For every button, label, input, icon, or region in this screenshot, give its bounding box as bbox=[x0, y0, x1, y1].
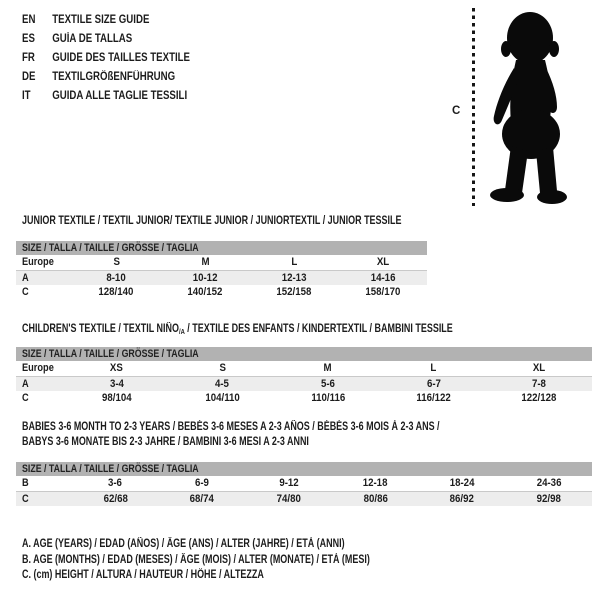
language-code: FR bbox=[22, 52, 35, 64]
row-label: B bbox=[22, 477, 29, 489]
age-cell: 12-18 bbox=[362, 477, 388, 489]
age-cell: 10-12 bbox=[192, 271, 218, 284]
row-label: C bbox=[22, 492, 29, 505]
babies-size-table bbox=[16, 462, 592, 506]
age-cell: 18-24 bbox=[449, 477, 475, 489]
language-row-de bbox=[22, 68, 222, 87]
row-label: A bbox=[22, 271, 29, 284]
row-label: C bbox=[22, 286, 29, 298]
babies-title-line2: BABYS 3-6 MONATE BIS 2-3 JAHRE / BAMBINI 3-6 MESI A 2-3 ANNI bbox=[22, 436, 309, 448]
size-cell: L bbox=[430, 362, 437, 374]
age-cell: 3-4 bbox=[109, 377, 124, 390]
gender-subscript: /A bbox=[178, 327, 185, 336]
height-cell: 104/110 bbox=[205, 392, 240, 404]
language-row-es bbox=[22, 30, 222, 49]
babies-title-line1: BABIES 3-6 MONTH TO 2-3 YEARS / BEBÉS 3-6 MESES A 2-3 AÑOS / BÉBÉS 3-6 MOIS À 2-3 ANS / bbox=[22, 421, 440, 433]
footnote-age-years: A. AGE (YEARS) / EDAD (AÑOS) / ÂGE (ANS) / ALTER (JAHRE) / ETÀ (ANNI) bbox=[22, 538, 345, 550]
height-cell: 116/122 bbox=[416, 392, 451, 404]
size-header-bar: SIZE / TALLA / TAILLE / GRÖSSE / TAGLIA bbox=[16, 347, 592, 361]
language-code: DE bbox=[22, 71, 36, 83]
row-label: Europe bbox=[22, 256, 54, 268]
size-header-bar: SIZE / TALLA / TAILLE / GRÖSSE / TAGLIA bbox=[16, 462, 592, 476]
children-size-table bbox=[16, 347, 592, 406]
age-cell: 7-8 bbox=[532, 377, 547, 390]
size-header-bar: SIZE / TALLA / TAILLE / GRÖSSE / TAGLIA bbox=[16, 241, 427, 255]
table-row-age bbox=[16, 376, 592, 391]
height-cell: 68/74 bbox=[189, 492, 215, 505]
age-cell: 12-13 bbox=[281, 271, 307, 284]
language-title: TEXTILGRÖßENFÜHRUNG bbox=[52, 71, 176, 83]
size-cell: XL bbox=[376, 256, 389, 268]
height-cell: 92/98 bbox=[536, 492, 561, 505]
children-section-title: CHILDREN'S TEXTILE / TEXTIL $NIÑO_{/A}$ / TEXTILE DES ENFANTS / KINDERTEXTIL / BAMBINI TESSILE bbox=[22, 323, 453, 336]
height-cell: 110/116 bbox=[311, 392, 345, 404]
size-cell: M bbox=[323, 362, 333, 374]
size-cell: XL bbox=[532, 362, 546, 374]
size-cell: L bbox=[290, 256, 297, 268]
language-header bbox=[22, 11, 222, 106]
age-cell: 3-6 bbox=[108, 477, 123, 489]
age-cell: 4-5 bbox=[215, 377, 230, 390]
table-row-height bbox=[16, 391, 592, 406]
table-row-age bbox=[16, 270, 427, 285]
age-cell: 24-36 bbox=[536, 477, 562, 489]
table-row-europe bbox=[16, 361, 592, 376]
language-title: GUIDE DES TAILLES TEXTILE bbox=[52, 52, 191, 64]
language-code: EN bbox=[22, 14, 36, 26]
junior-section-title: JUNIOR TEXTILE / TEXTIL JUNIOR/ TEXTILE JUNIOR / JUNIORTEXTIL / JUNIOR TESSILE bbox=[22, 215, 402, 227]
age-cell: 6-7 bbox=[426, 377, 441, 390]
height-cell: 86/92 bbox=[449, 492, 475, 505]
age-cell: 5-6 bbox=[320, 377, 335, 390]
height-cell: 140/152 bbox=[187, 286, 223, 298]
size-cell: M bbox=[201, 256, 210, 268]
height-cell: 152/158 bbox=[276, 286, 312, 298]
size-cell: S bbox=[219, 362, 226, 374]
height-dashed-line-icon bbox=[472, 8, 475, 206]
height-cell: 80/86 bbox=[363, 492, 388, 505]
language-row-fr bbox=[22, 49, 222, 68]
height-cell: 122/128 bbox=[521, 392, 557, 404]
height-cell: 128/140 bbox=[98, 286, 134, 298]
table-row-age-months bbox=[16, 476, 592, 491]
height-cell: 74/80 bbox=[276, 492, 301, 505]
language-code: ES bbox=[22, 33, 35, 45]
row-label: A bbox=[22, 377, 29, 390]
footnote-height-cm: C. (cm) HEIGHT / ALTURA / HAUTEUR / HÖHE / ALTEZZA bbox=[22, 569, 264, 581]
language-title: TEXTILE SIZE GUIDE bbox=[52, 14, 150, 26]
junior-size-table bbox=[16, 241, 427, 300]
age-cell: 8-10 bbox=[106, 271, 127, 284]
size-cell: XS bbox=[110, 362, 124, 374]
age-cell: 9-12 bbox=[278, 477, 299, 489]
row-label: Europe bbox=[22, 362, 54, 374]
size-cell: S bbox=[113, 256, 120, 268]
language-code: IT bbox=[22, 90, 31, 102]
age-cell: 6-9 bbox=[195, 477, 209, 489]
age-cell: 14-16 bbox=[370, 271, 395, 284]
language-row-it bbox=[22, 87, 222, 106]
table-row-height bbox=[16, 285, 427, 300]
babies-section-title bbox=[22, 420, 557, 450]
height-cell: 62/68 bbox=[103, 492, 128, 505]
language-row-en bbox=[22, 11, 222, 30]
height-cell: 98/104 bbox=[101, 392, 132, 404]
footnote-age-months: B. AGE (MONTHS) / EDAD (MESES) / ÂGE (MOIS) / ALTER (MONATE) / ETÀ (MESI) bbox=[22, 553, 370, 566]
language-title: GUÍA DE TALLAS bbox=[52, 33, 133, 45]
table-row-europe bbox=[16, 255, 427, 270]
height-measure-label: C bbox=[452, 105, 461, 117]
table-row-height bbox=[16, 491, 592, 506]
legend-footnotes bbox=[22, 537, 468, 584]
height-cell: 158/170 bbox=[365, 286, 401, 298]
toddler-silhouette-icon bbox=[483, 10, 575, 208]
row-label: C bbox=[22, 392, 29, 404]
language-title: GUIDA ALLE TAGLIE TESSILI bbox=[52, 90, 188, 102]
